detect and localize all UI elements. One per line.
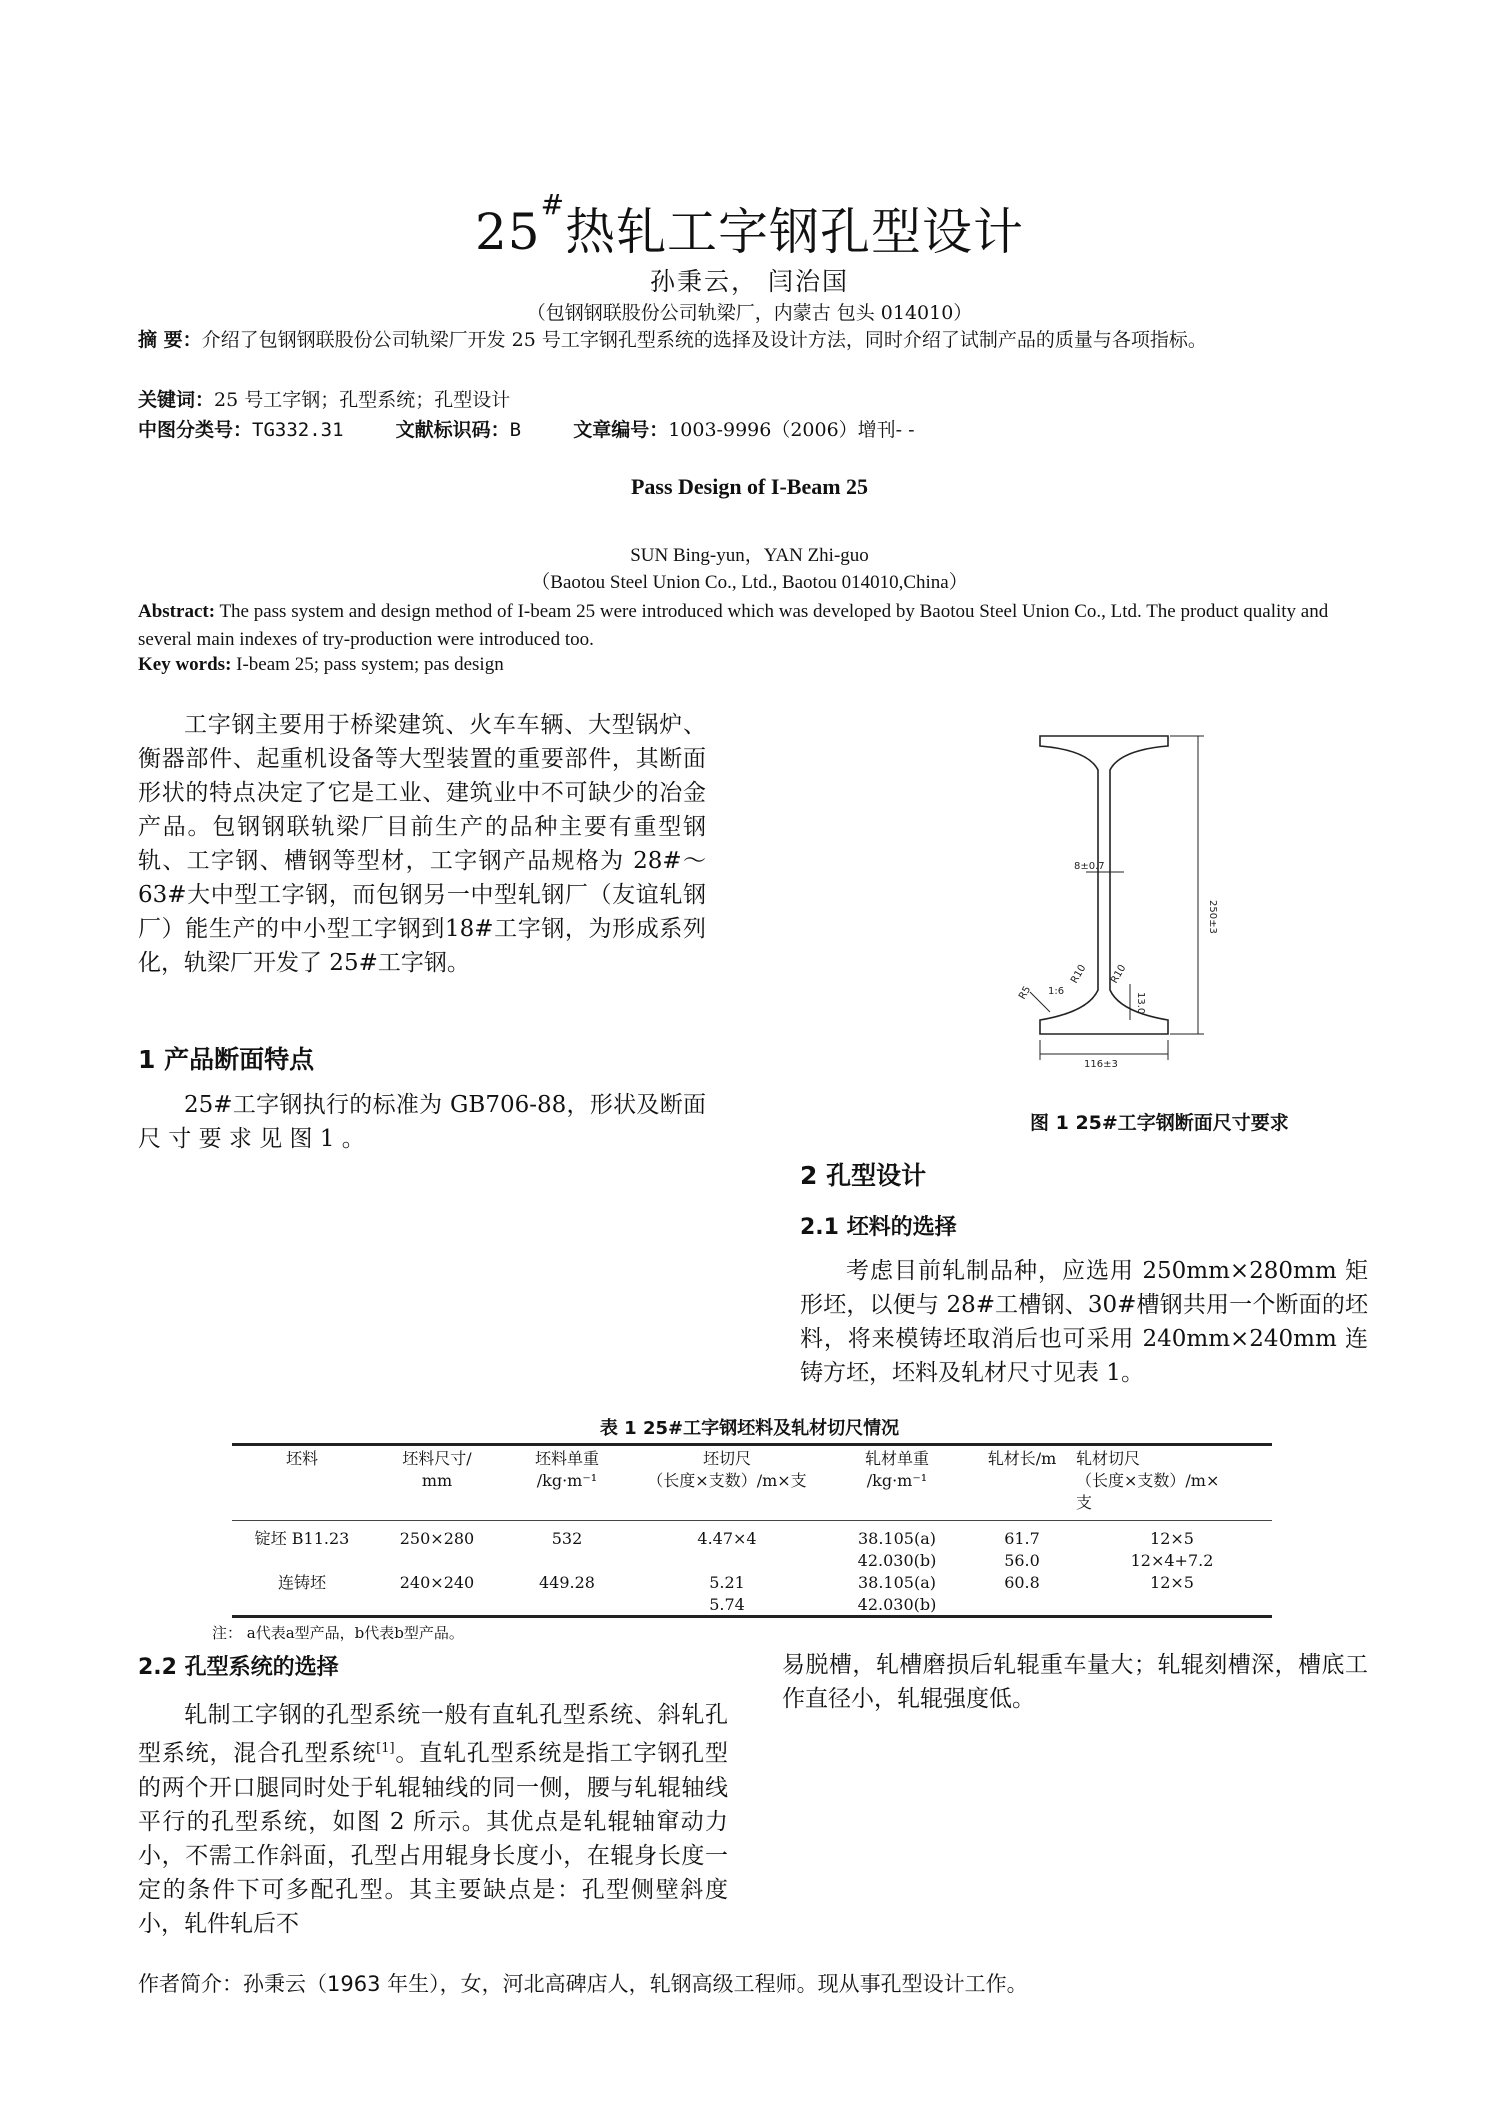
table-header-row [232,1448,1272,1520]
fig1-r10a-label: R10 [1069,962,1089,986]
table-header-cell: 坯料 [285,1449,318,1468]
table-cell: 12×5 [1150,1573,1194,1592]
table-cell: 250×280 [399,1529,475,1548]
table-cell: 锭坯 B11.23 [254,1529,350,1548]
table-cell: 449.28 [539,1573,595,1592]
english-affiliation: （Baotou Steel Union Co., Ltd., Baotou 014010,China） [531,572,968,593]
english-abstract: Abstract: The pass system and design method of I-beam 25 were introduced which was developed by Baotou Steel Union Co., Ltd. The product quality and several main indexes of try-production were introduced too. [138,601,1329,650]
table-row [232,1572,1272,1620]
table-cell: 38.105(a) 42.030(b) [857,1573,937,1614]
affiliation: （包钢钢联股份公司轨梁厂，内蒙古 包头 014010） [526,302,973,324]
table-cell: 38.105(a) 42.030(b) [857,1529,937,1570]
paper-title: 25#热轧工字钢孔型设计 [474,188,1025,261]
table-cell: 240×240 [399,1573,475,1592]
table-cell: 60.8 [1004,1573,1040,1592]
table-cell: 532 [551,1529,583,1548]
table-top-rule [232,1443,1272,1446]
fig1-web-label: 8±0.7 [1074,861,1105,872]
figure-1-caption: 图 1 25#工字钢断面尺寸要求 [1030,1112,1289,1134]
section-2-2-continuation: 易脱槽，轧槽磨损后轧辊重车量大；轧辊刻槽深，槽底工作直径小，轧辊强度低。 [782,1652,1368,1712]
section-1-heading: 1 产品断面特点 [138,1045,315,1074]
fig1-height-label: 250±3 [1207,900,1218,934]
fig1-r5-label: R5 [1017,984,1034,1002]
author-bio: 作者简介：孙秉云（1963 年生），女，河北高碑店人，轧钢高级工程师。现从事孔型设计工作。 [138,1972,1028,1996]
english-authors: SUN Bing-yun，YAN Zhi-guo [630,545,869,566]
section-1-text: 25#工字钢执行的标准为 GB706-88，形状及断面 尺 寸 要 求 见 图 1 。 [138,1092,706,1152]
keywords-zh: 关键词：25 号工字钢；孔型系统；孔型设计 [138,389,511,411]
table-cell: 5.21 5.74 [709,1573,745,1614]
table-header-cell: 轧材长/m [987,1449,1057,1468]
fig1-width-label: 116±3 [1084,1059,1118,1070]
table-row [232,1520,1272,1572]
intro-paragraph: 工字钢主要用于桥梁建筑、火车车辆、大型锅炉、衡器部件、起重机设备等大型装置的重要部件，其断面形状的特点决定了它是工业、建筑业中不可缺少的冶金产品。包钢钢联轨梁厂目前生产的品种主要有重型钢轨、工字钢、槽钢等型材，工字钢产品规格为 28#～ 63#大中型工字钢，而包钢另一中型轧钢厂（友谊轧钢厂）能生产的中小型工字钢到18#工字钢，为形成系列化，轨梁厂开发了 25#工字钢。 [138,712,706,976]
section-2-2-text: 轧制工字钢的孔型系统一般有直轧孔型系统、斜轧孔型系统，混合孔型系统[1]。直轧孔型系统是指工字钢孔型的两个开口腿同时处于轧辊轴线的同一侧，腰与轧辊轴线平行的孔型系统，如图 2 所示。其优点是轧辊轴窜动力小，不需工作斜面，孔型占用辊身长度小，在辊身长度一定的条件下可多配孔型。其主要缺点是：孔型侧壁斜度小，轧件轧后不 [138,1702,729,1937]
abstract-zh: 摘 要：介绍了包钢钢联股份公司轨梁厂开发 25 号工字钢孔型系统的选择及设计方法，同时介绍了试制产品的质量与各项指标。 [138,329,1207,351]
table-cell: 12×5 12×4+7.2 [1130,1529,1214,1570]
table-cell: 61.7 56.0 [1004,1529,1040,1570]
table-header-cell: 轧材切尺 （长度×支数）/m× 支 [1076,1449,1220,1512]
table-header-cell: 坯料单重 /kg·m⁻¹ [534,1449,599,1490]
section-2-1-text: 考虑目前轧制品种，应选用 250mm×280mm 矩形坯，以便与 28#工槽钢、30#槽钢共用一个断面的坯料，将来模铸坯取消后也可采用 240mm×240mm 连铸方坯，坯料及轧材尺寸见表 1。 [800,1258,1368,1386]
fig1-flange-label: 13.0 [1135,992,1146,1015]
table-header-cell: 坯料尺寸/ mm [402,1449,472,1490]
section-2-2-heading: 2.2 孔型系统的选择 [138,1655,339,1680]
figure-1-ibeam-drawing [1017,722,1240,1070]
section-2-heading: 2 孔型设计 [800,1161,927,1190]
table-1-caption: 表 1 25#工字钢坯料及轧材切尺情况 [599,1418,900,1439]
english-title: Pass Design of I-Beam 25 [630,474,869,499]
authors: 孙秉云， 闫治国 [650,267,849,296]
fig1-slope-label: 1:6 [1048,986,1065,997]
fig1-r10b-label: R10 [1109,962,1129,986]
table-cell: 连铸坯 [277,1573,326,1592]
table-header-cell: 坯切尺 （长度×支数）/m×支 [647,1449,807,1490]
classification-line: 中图分类号：TG332.31 文献标识码：B 文章编号：1003-9996（2006）增刊- - [138,419,915,441]
section-2-1-heading: 2.1 坯料的选择 [800,1215,957,1240]
table-1-note: 注： a代表a型产品，b代表b型产品。 [212,1624,464,1642]
table-1 [232,1448,1272,1620]
table-cell: 4.47×4 [697,1529,757,1548]
table-header-cell: 轧材单重 /kg·m⁻¹ [864,1449,929,1490]
english-keywords: Key words: I-beam 25; pass system; pas design [138,654,504,675]
